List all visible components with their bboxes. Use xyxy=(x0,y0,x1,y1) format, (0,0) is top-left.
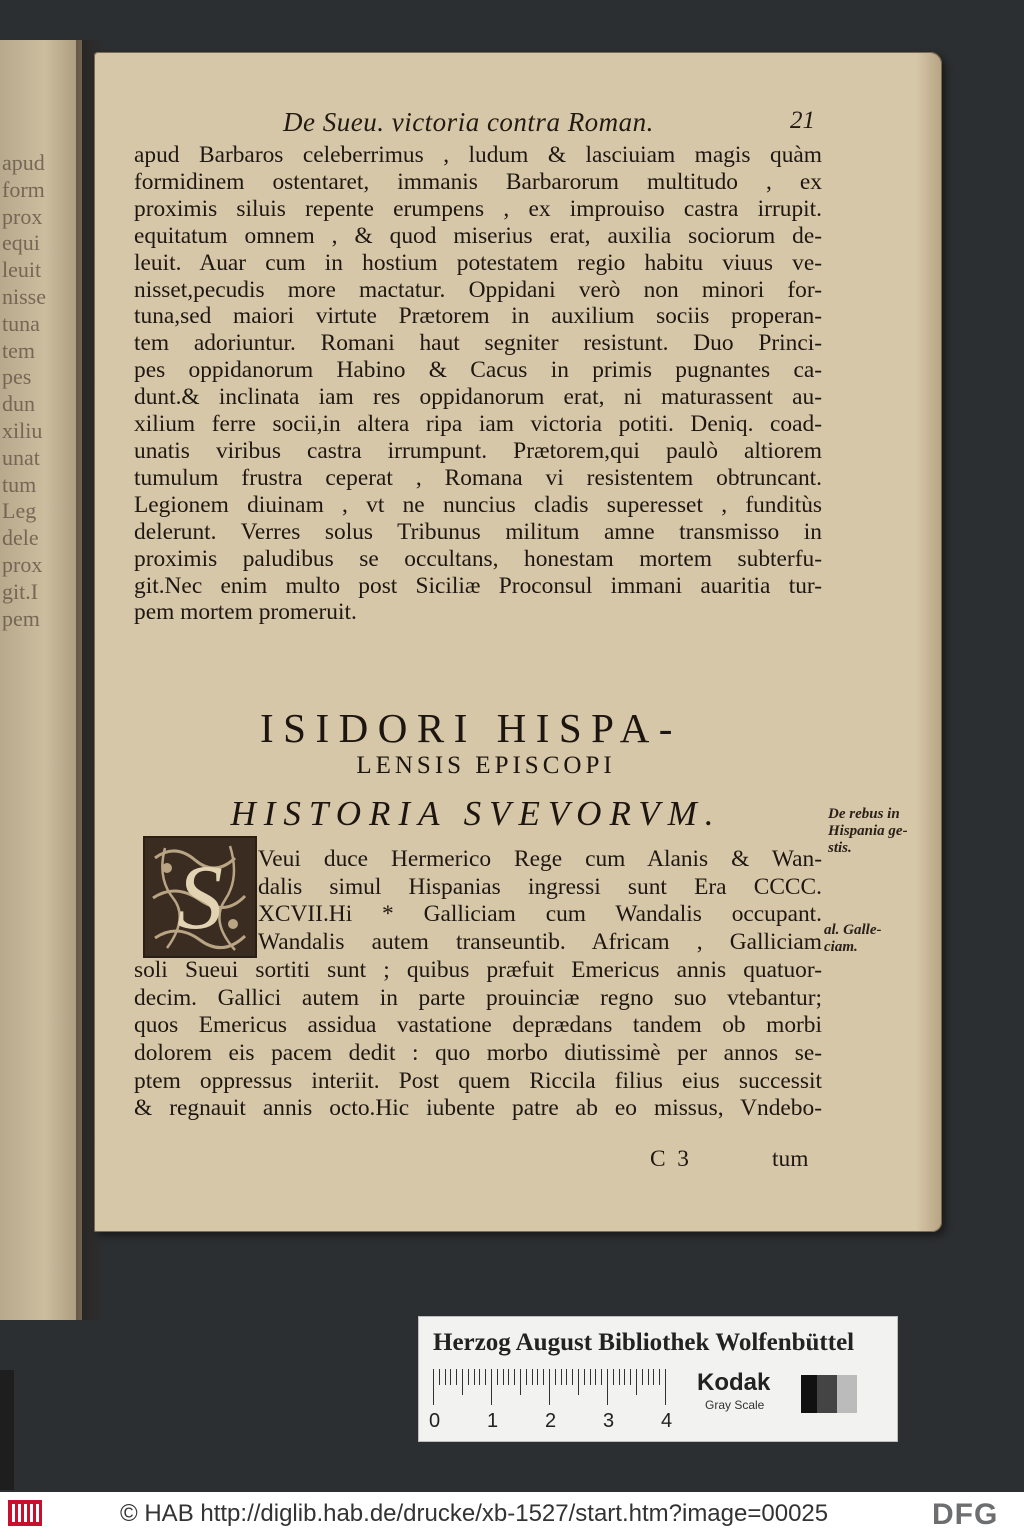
copyright-url: © HAB http://diglib.hab.de/drucke/xb-1527/start.htm?image=00025 xyxy=(120,1500,829,1527)
ruler-tick xyxy=(503,1369,504,1385)
ruler-tick xyxy=(462,1369,463,1395)
margin-note-line: Hispania ge- xyxy=(828,823,908,839)
section-title-line-3: HISTORIA SVEVORVM. xyxy=(230,794,722,833)
page-number: 21 xyxy=(790,107,815,134)
ruler-tick xyxy=(456,1369,457,1385)
section-title-line-2: LENSIS EPISCOPI xyxy=(356,752,616,779)
text-line: formidinem ostentaret, immanis Barbarorum multitudo , ex xyxy=(134,168,822,195)
ruler-tick xyxy=(468,1369,469,1385)
running-head: De Sueu. victoria contra Roman. xyxy=(283,107,654,137)
text-line: pem mortem promeruit. xyxy=(134,599,357,626)
body-paragraph-1 xyxy=(134,142,822,626)
text-line: & regnauit annis octo.Hic iubente patre ab eo missus, Vndebo- xyxy=(134,1095,822,1122)
ruler-tick xyxy=(450,1369,451,1385)
text-line: git.Nec enim multo post Siciliæ Proconsul immani auaritia tur- xyxy=(134,572,822,599)
margin-note-1 xyxy=(828,806,908,857)
ruler-tick xyxy=(561,1369,562,1385)
text-line: Veui duce Hermerico Rege cum Alanis & Wan- xyxy=(258,846,822,872)
text-line: ptem oppressus interiit. Post quem Riccila filius eius successit xyxy=(134,1067,822,1094)
signature-mark: C 3 xyxy=(650,1146,689,1172)
text-line: dunt.& inclinata iam res oppidanorum erat, ni maturassent au- xyxy=(134,384,822,411)
ruler-tick xyxy=(543,1369,544,1385)
ruler-tick xyxy=(590,1369,591,1385)
margin-note-2 xyxy=(824,922,882,956)
ruler-tick xyxy=(514,1369,515,1385)
ruler-tick xyxy=(439,1369,440,1385)
gray-patch-black xyxy=(801,1375,817,1413)
ruler-tick xyxy=(485,1369,486,1385)
catchword: tum xyxy=(772,1146,809,1172)
ruler-tick xyxy=(653,1369,654,1385)
ruler-tick xyxy=(619,1369,620,1385)
ruler-tick xyxy=(474,1369,475,1385)
ruler-number: 3 xyxy=(603,1410,615,1432)
ruler-tick xyxy=(497,1369,498,1385)
gray-patch-dark xyxy=(817,1375,837,1413)
facing-page xyxy=(0,40,82,1320)
ruler-tick xyxy=(555,1369,556,1385)
text-line: delerunt. Verres solus Tribunus militum amne transmisso in xyxy=(134,518,822,545)
ruler-tick xyxy=(508,1369,509,1385)
color-calibration-card xyxy=(418,1316,898,1442)
text-line: equitatum omnem , & quod miserius erat, auxilia sociorum de- xyxy=(134,222,822,249)
ruler-tick xyxy=(624,1369,625,1385)
footer-bar xyxy=(0,1492,1024,1537)
facing-page-text: apud form prox equi leuit nisse tuna tem pes dun xiliu unat tum Leg dele prox git.I pem xyxy=(2,150,46,631)
book-spine-strip xyxy=(0,1370,14,1490)
ruler-tick xyxy=(572,1369,573,1385)
ruler-tick xyxy=(601,1369,602,1385)
ruler-tick xyxy=(607,1369,608,1405)
text-line: tem adoriuntur. Romani haut segniter resistunt. Duo Princi- xyxy=(134,330,822,357)
margin-note-line: stis. xyxy=(828,840,852,856)
text-line: proximis siluis repente erumpens , ex improuiso castra irrupit. xyxy=(134,195,822,222)
section-title-line-1: ISIDORI HISPA- xyxy=(260,705,682,751)
ruler-tick xyxy=(578,1369,579,1395)
ruler-tick xyxy=(648,1369,649,1385)
ruler-tick xyxy=(630,1369,631,1385)
text-line: apud Barbaros celeberrimus , ludum & lasciuiam magis quàm xyxy=(134,142,822,168)
margin-note-line: ciam. xyxy=(824,939,858,955)
ruler-tick xyxy=(659,1369,660,1385)
ruler-tick xyxy=(491,1369,492,1405)
text-line: tumulum frustra ceperat , Romana vi resistentem obtruncant. xyxy=(134,464,822,491)
text-line: Wandalis autem transeuntib. Africam , Galliciam xyxy=(258,929,822,956)
ruler-tick xyxy=(613,1369,614,1385)
ruler-tick xyxy=(584,1369,585,1385)
margin-note-line: al. Galle- xyxy=(824,922,882,938)
ruler-number: 4 xyxy=(661,1410,673,1432)
kodak-logo: Kodak xyxy=(697,1369,771,1396)
ruler-scale xyxy=(433,1369,683,1405)
text-line: dolorem eis pacem dedit : quo morbo diutissimè per annos se- xyxy=(134,1039,822,1066)
margin-note-line: De rebus in xyxy=(828,806,900,822)
ruler-number: 2 xyxy=(545,1410,557,1432)
text-line: nisset,pecudis more mactatur. Oppidani verò non minori for- xyxy=(134,276,822,303)
ruler-tick xyxy=(595,1369,596,1385)
gray-patch-light xyxy=(837,1375,857,1413)
body-paragraph-2 xyxy=(134,846,822,1123)
ruler-tick xyxy=(526,1369,527,1385)
hab-logo-icon xyxy=(8,1500,42,1526)
ruler-tick xyxy=(520,1369,521,1395)
text-line: proximis paludibus se occultans, honestam mortem subterfu- xyxy=(134,545,822,572)
text-line: pes oppidanorum Habino & Cacus in primis pugnantes ca- xyxy=(134,357,822,384)
ruler-number: 1 xyxy=(487,1410,499,1432)
text-line: unatis viribus castra irrumpunt. Prætorem,qui paulò altiorem xyxy=(134,437,822,464)
ruler-number: 0 xyxy=(429,1410,441,1432)
ruler-tick xyxy=(537,1369,538,1385)
text-line: dalis simul Hispanias ingressi sunt Era CCCC. xyxy=(258,873,822,900)
ruler-tick xyxy=(549,1369,550,1405)
text-line: leuit. Auar cum in hostium potestatem regio habitu viuus ve- xyxy=(134,249,822,276)
ruler-tick xyxy=(532,1369,533,1385)
library-name: Herzog August Bibliothek Wolfenbüttel xyxy=(433,1329,855,1356)
text-line: Legionem diuinam , vt ne nuncius cladis superesset , funditùs xyxy=(134,491,822,518)
text-line: xilium ferre socii,in altera ripa iam victoria potiti. Deniq. coad- xyxy=(134,411,822,438)
dfg-logo: DFG xyxy=(932,1498,999,1531)
svg-text:S: S xyxy=(177,846,223,948)
text-line: quos Emericus assidua vastatione deprædans tandem ob morbi xyxy=(134,1012,822,1039)
text-line: soli Sueui sortiti sunt ; quibus præfuit Emericus annis quatuor- xyxy=(134,956,822,983)
ruler-tick xyxy=(636,1369,637,1395)
text-line: decim. Gallici autem in parte prouinciæ regno suo vtebantur; xyxy=(134,984,822,1011)
text-line: tuna,sed maiori virtute Prætorem in auxilium sociis properan- xyxy=(134,303,822,330)
ruler-tick xyxy=(433,1369,434,1405)
gray-scale-label: Gray Scale xyxy=(705,1398,765,1412)
ruler-tick xyxy=(445,1369,446,1385)
ruler-tick xyxy=(566,1369,567,1385)
ruler-tick xyxy=(479,1369,480,1385)
ruler-tick xyxy=(642,1369,643,1385)
ruler-tick xyxy=(665,1369,666,1405)
text-line: XCVII.Hi * Galliciam cum Wandalis occupant. xyxy=(258,901,822,928)
